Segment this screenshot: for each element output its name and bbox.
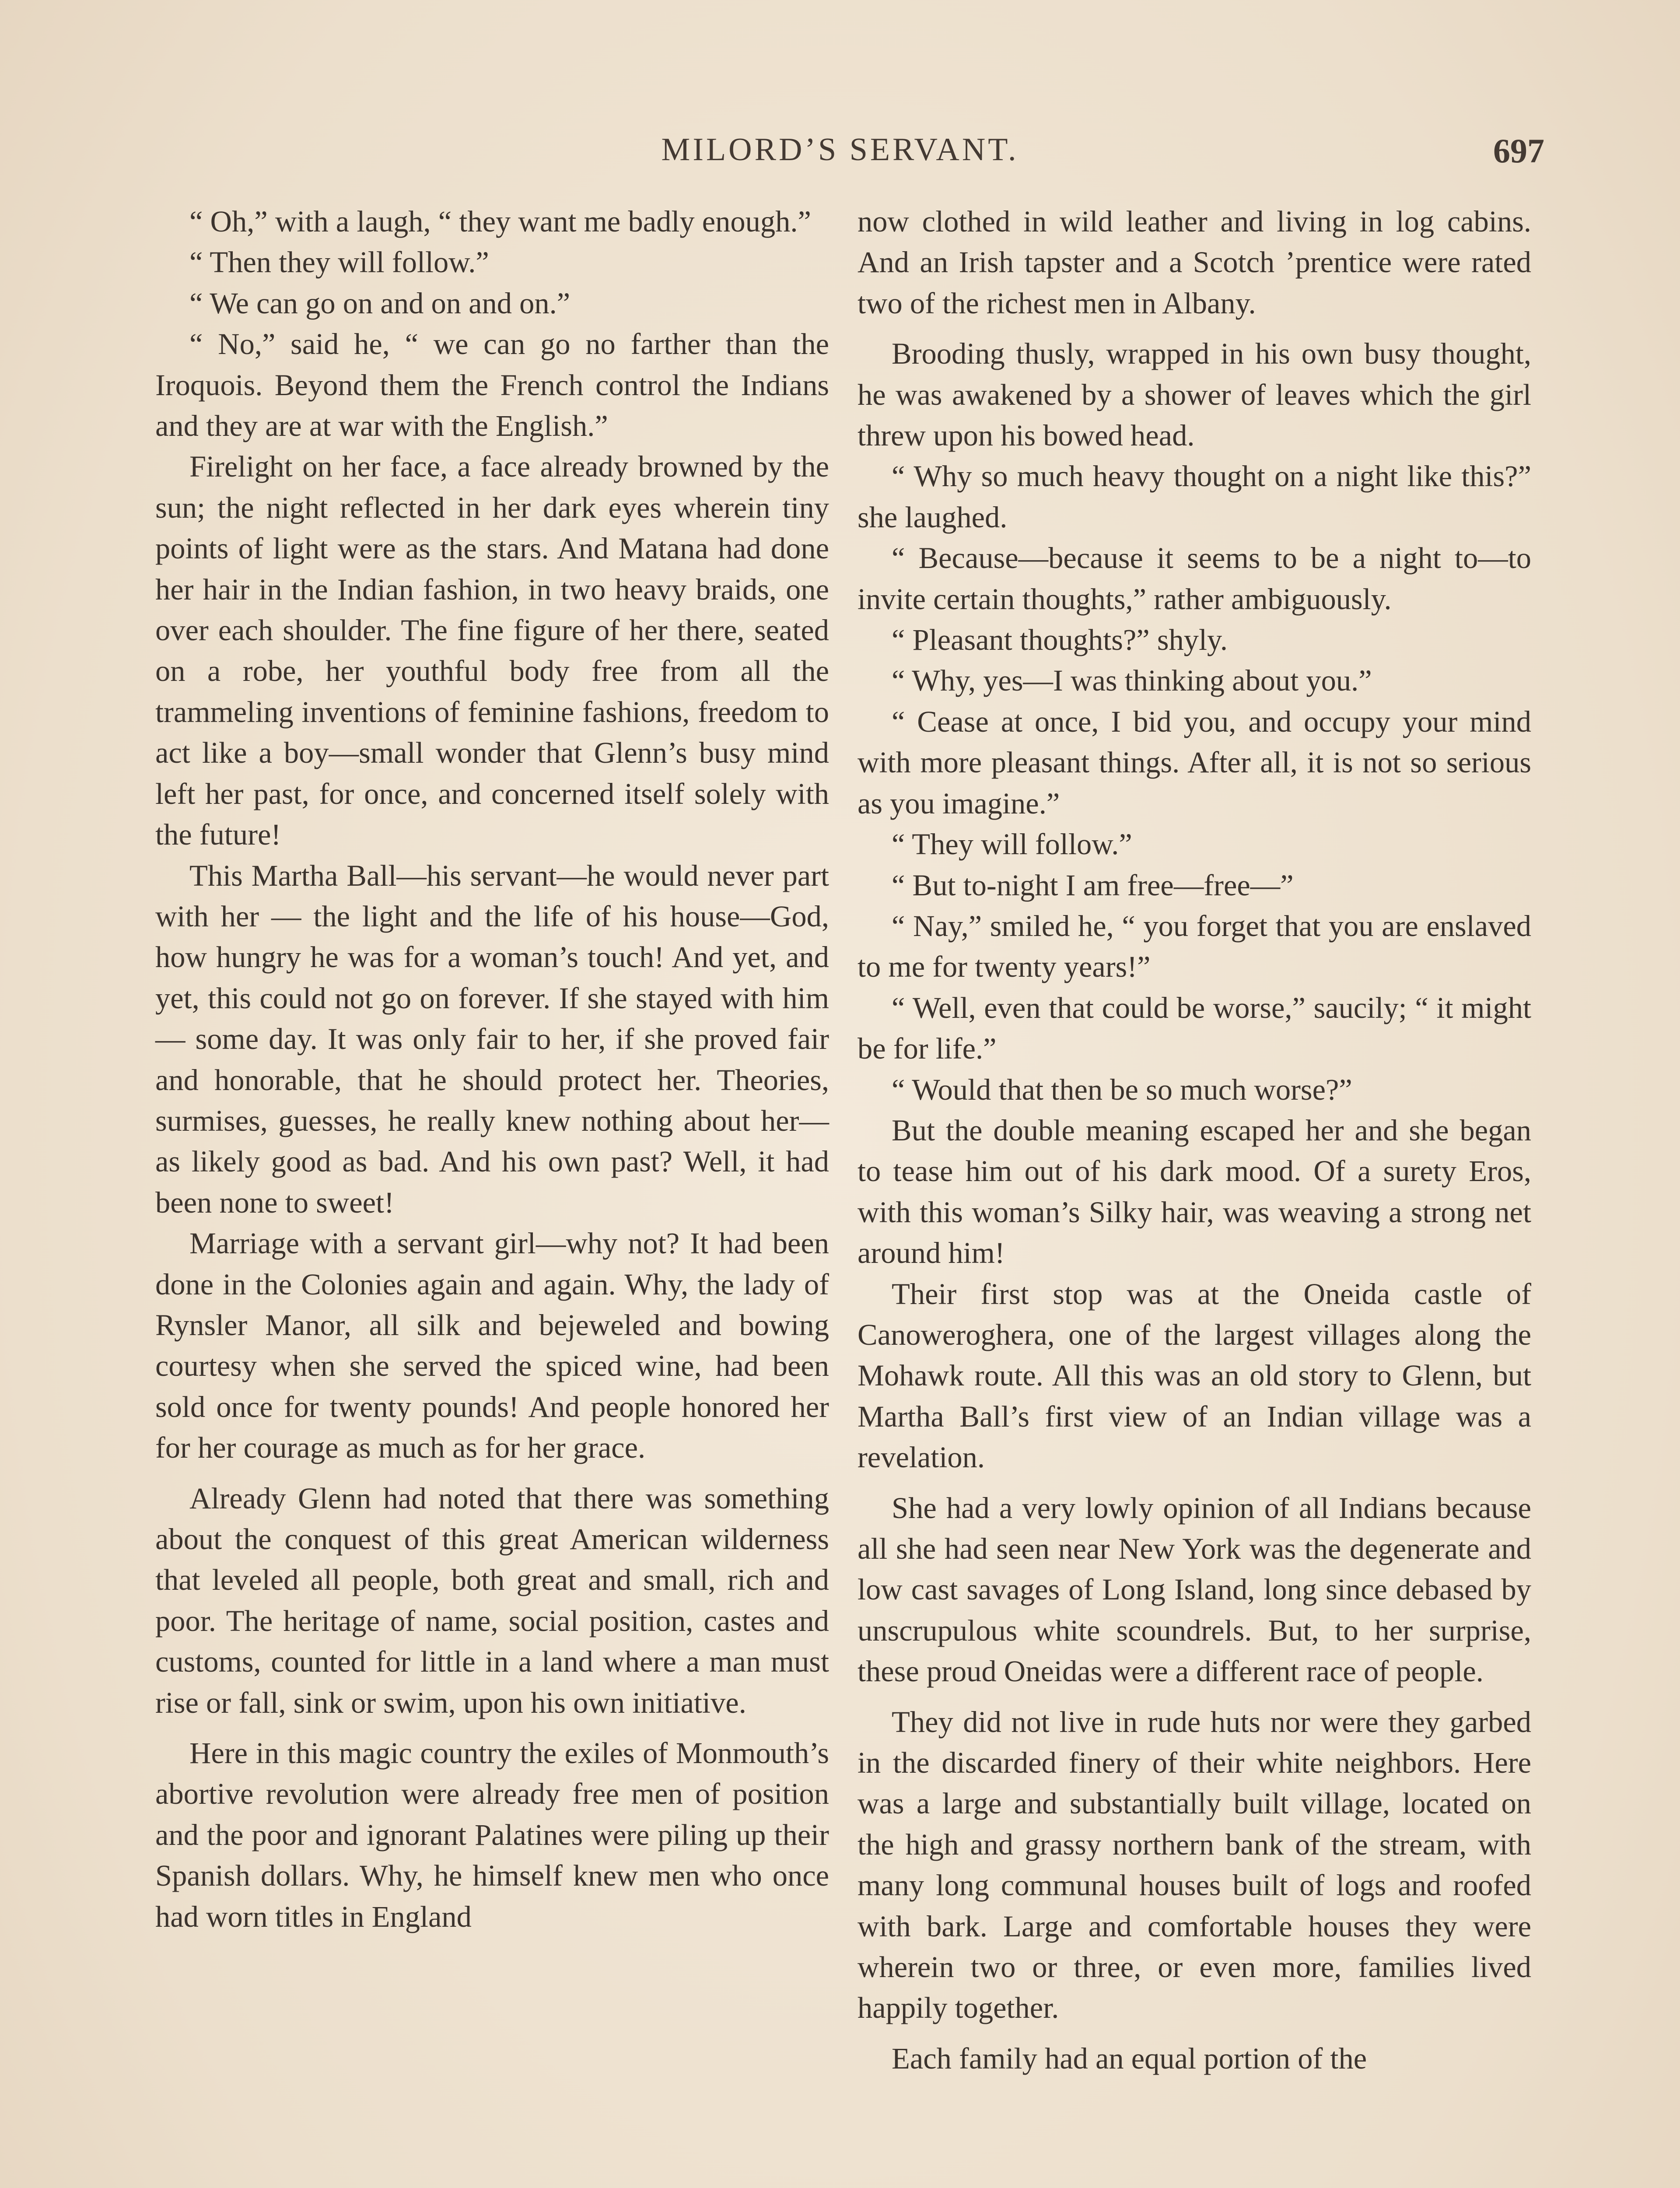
paragraph: “ They will follow.” bbox=[892, 828, 1132, 861]
paragraph: “ Cease at once, I bid you, and occupy your mind with more pleasant things. After all, it is not so serious as you imagine.” bbox=[858, 705, 1531, 820]
paragraph: “ Would that then be so much worse?” bbox=[892, 1073, 1352, 1106]
paragraph: “ Well, even that could be worse,” saucily; “ it might be for life.” bbox=[858, 991, 1531, 1066]
paragraph: “ Why so much heavy thought on a night like this?” she laughed. bbox=[858, 459, 1531, 534]
paragraph: But the double meaning escaped her and she began to tease him out of his dark mood. Of a surety Eros, with this woman’s Silky hair, was weaving a strong net around him! bbox=[858, 1113, 1531, 1270]
paragraph: Their first stop was at the Oneida castle of Canoweroghera, one of the largest villages along the Mohawk route. All this was an old story to Glenn, but Martha Ball’s first view of an Indian village was a revelation. bbox=[858, 1277, 1531, 1474]
paragraph: Firelight on her face, a face already browned by the sun; the night reflected in her dark eyes wherein tiny points of light were as the stars. And Matana had done her hair in the Indian fashion, in two heavy braids, one over each shoulder. The fine figure of her there, seated on a robe, her youthful body free from all the trammeling inventions of feminine fashions, freedom to act like a boy—small wonder that Glenn’s busy mind left her past, for once, and concerned itself solely with the future! bbox=[155, 450, 829, 852]
paragraph: “ But to-night I am free—free—” bbox=[892, 868, 1294, 902]
paragraph: “ Then they will follow.” bbox=[189, 245, 489, 279]
running-title: MILORD’S SERVANT. bbox=[661, 132, 1019, 168]
paragraph: “ Because—because it seems to be a night to—to invite certain thoughts,” rather ambiguously. bbox=[858, 541, 1531, 616]
page-number: 697 bbox=[1493, 132, 1544, 170]
paragraph: “ Pleasant thoughts?” shyly. bbox=[892, 623, 1228, 657]
paragraph: “ Oh,” with a laugh, “ they want me badly enough.” bbox=[189, 205, 811, 238]
paragraph: now clothed in wild leather and living in log cabins. And an Irish tapster and a Scotch ’prentice were rated two of the richest men in Albany. bbox=[858, 205, 1531, 320]
paragraph: “ No,” said he, “ we can go no farther than the Iroquois. Beyond them the French control the Indians and they are at war with the English.” bbox=[155, 327, 829, 443]
paragraph: “ Why, yes—I was thinking about you.” bbox=[892, 664, 1372, 698]
paragraph: They did not live in rude huts nor were they garbed in the discarded finery of their white neighbors. Here was a large and substantially built village, located on the high and grassy northern bank of the stream, with many long communal houses built of logs and roofed with bark. Large and comfortable houses they were wherein two or three, or even more, families lived happily together. bbox=[858, 1705, 1531, 2025]
right-column bbox=[858, 201, 1531, 2079]
paragraph: “ Nay,” smiled he, “ you forget that you are enslaved to me for twenty years!” bbox=[858, 909, 1531, 984]
paragraph: She had a very lowly opinion of all Indians because all she had seen near New York was the degenerate and low cast savages of Long Island, long since debased by unscrupulous white scoundrels. But, to her surprise, these proud Oneidas were a different race of people. bbox=[858, 1491, 1531, 1688]
left-column bbox=[155, 201, 829, 1937]
paragraph: Each family had an equal portion of the bbox=[892, 2041, 1367, 2075]
paragraph: “ We can go on and on and on.” bbox=[189, 286, 570, 320]
paragraph: Already Glenn had noted that there was something about the conquest of this great American wilderness that leveled all people, both great and small, rich and poor. The heritage of name, social position, castes and customs, counted for little in a land where a man must rise or fall, sink or swim, upon his own initiative. bbox=[155, 1481, 829, 1719]
paragraph: This Martha Ball—his servant—he would never part with her — the light and the life of his house—God, how hungry he was for a woman’s touch! And yet, and yet, this could not go on forever. If she stayed with him — some day. It was only fair to her, if she proved fair and honorable, that he should protect her. Theories, surmises, guesses, he really knew nothing about her—as likely good as bad. And his own past? Well, it had been none to sweet! bbox=[155, 859, 829, 1219]
paragraph: Brooding thusly, wrapped in his own busy thought, he was awakened by a shower of leaves which the girl threw upon his bowed head. bbox=[858, 337, 1531, 452]
paragraph: Here in this magic country the exiles of Monmouth’s abortive revolution were already free men of position and the poor and ignorant Palatines were piling up their Spanish dollars. Why, he himself knew men who once had worn titles in England bbox=[155, 1736, 829, 1933]
paragraph: Marriage with a servant girl—why not? It had been done in the Colonies again and again. Why, the lady of Rynsler Manor, all silk and bejeweled and bowing courtesy when she served the spiced wine, had been sold once for twenty pounds! And people honored her for her courage as much as for her grace. bbox=[155, 1227, 829, 1465]
